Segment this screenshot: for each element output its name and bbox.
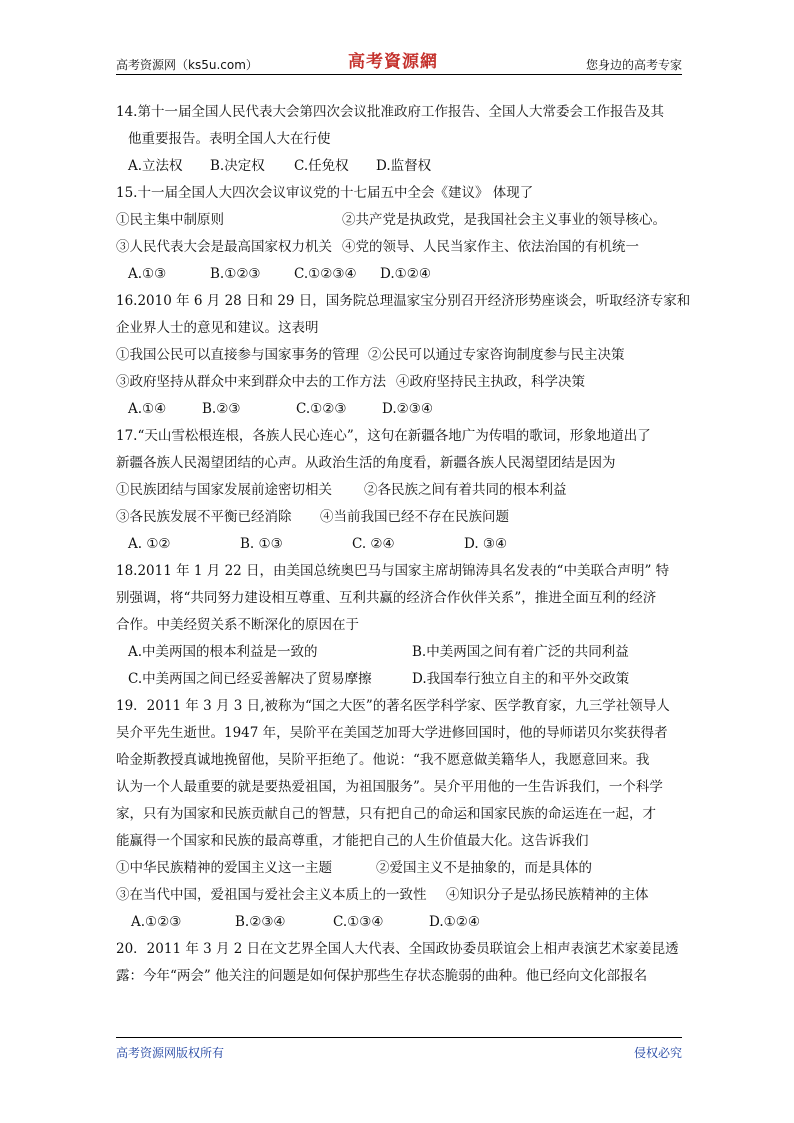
q16-statement-2: ②公民可以通过专家咨询制度参与民主决策: [368, 347, 625, 363]
q16-statement-1: ①我国公民可以直接参与国家事务的管理: [116, 347, 359, 363]
q14-option-d: D.监督权: [376, 158, 432, 174]
q19-option-c: C.①③④: [333, 914, 384, 930]
q17-option-d: D. ③④: [464, 536, 508, 552]
q19-stem-line3: 哈金斯教授真诚地挽留他，吴阶平拒绝了。他说：“我不愿意做美籍华人，我愿意回来。我: [116, 752, 650, 768]
q16-statement-4: ④政府坚持民主执政，科学决策: [396, 374, 585, 390]
q15-option-a: A.①③: [128, 266, 167, 282]
q19-statements-row1: [116, 855, 686, 882]
q18-stem-line1: 18.2011 年 1 月 22 日，由美国总统奥巴马与国家主席胡锦涛具名发表的“中美联合声明” 特: [116, 563, 670, 579]
q18-option-b: B.中美两国之间有着广泛的共同利益: [412, 644, 629, 660]
q14-option-a: A.立法权: [128, 158, 183, 174]
q16-options: [116, 396, 686, 423]
q18-option-c: C.中美两国之间已经妥善解决了贸易摩擦: [128, 671, 372, 687]
q16-statement-3: ③政府坚持从群众中来到群众中去的工作方法: [116, 374, 386, 390]
q15-statements-row1: [116, 207, 686, 234]
q16-stem-line2: 企业界人士的意见和建议。这表明: [116, 320, 319, 336]
page-footer: [116, 1037, 682, 1060]
q17-option-a: A. ①②: [128, 536, 171, 552]
q14-option-c: C.任免权: [294, 158, 349, 174]
q16-option-c: C.①②③: [296, 401, 347, 417]
q19-stem-line1: 19．2011 年 3 月 3 日,被称为“国之大医”的著名医学科学家、医学教育家，九三学社领导人: [116, 698, 670, 714]
q15-statement-2: ②共产党是执政党，是我国社会主义事业的领导核心。: [342, 212, 666, 228]
q18-options-row1: [116, 639, 686, 666]
q19-options: [116, 909, 686, 936]
q17-stem-line1: 17.“天山雪松根连根，各族人民心连心”，这句在新疆各地广为传唱的歌词，形象地道出了: [116, 428, 651, 444]
q15-option-b: B.①②③: [210, 266, 261, 282]
q18-option-a: A.中美两国的根本利益是一致的: [128, 644, 318, 660]
q15-statement-3: ③人民代表大会是最高国家权力机关: [116, 239, 332, 255]
q19-option-b: B.②③④: [235, 914, 286, 930]
q20-stem-line1: 20．2011 年 3 月 2 日在文艺界全国人大代表、全国政协委员联谊会上相声表演艺术家姜昆透: [116, 941, 679, 957]
footer-copyright: 高考资源网版权所有: [116, 1046, 225, 1060]
footer-rights-notice: 侵权必究: [633, 1046, 682, 1060]
q15-statement-4: ④党的领导、人民当家作主、依法治国的有机统一: [342, 239, 639, 255]
q20-stem-line2: 露：今年“两会” 他关注的问题是如何保护那些生存状态脆弱的曲种。他已经向文化部报名: [116, 968, 648, 984]
q19-option-d: D.①②④: [429, 914, 480, 930]
q17-statements-row1: [116, 477, 686, 504]
q17-statement-2: ②各民族之间有着共同的根本利益: [364, 482, 567, 498]
q17-options: [116, 531, 686, 558]
q15-option-c: C.①②③④: [294, 266, 357, 282]
q19-statement-1: ①中华民族精神的爱国主义这一主题: [116, 860, 332, 876]
q18-stem-line2: 别强调，将“共同努力建设相互尊重、互利共赢的经济合作伙伴关系”，推进全面互利的经济: [116, 590, 657, 606]
q14-option-b: B.决定权: [210, 158, 265, 174]
q14-stem-line2: 他重要报告。表明全国人大在行使: [128, 131, 331, 147]
q17-option-b: B. ①③: [240, 536, 283, 552]
q15-statements-row2: [116, 234, 686, 261]
q16-statements-row1: [116, 342, 686, 369]
q17-option-c: C. ②④: [352, 536, 395, 552]
q17-statement-3: ③各民族发展不平衡已经消除: [116, 509, 292, 525]
q16-stem-line1: 16.2010 年 6 月 28 日和 29 日，国务院总理温家宝分别召开经济形势座谈会，听取经济专家和: [116, 293, 691, 309]
q19-option-a: A.①②③: [131, 914, 182, 930]
page-header: [116, 50, 682, 75]
q14-options: [116, 153, 686, 180]
q17-statement-4: ④当前我国已经不存在民族问题: [320, 509, 509, 525]
q17-statement-1: ①民族团结与国家发展前途密切相关: [116, 482, 332, 498]
q17-statements-row2: [116, 504, 686, 531]
q18-option-d: D.我国奉行独立自主的和平外交政策: [412, 671, 630, 687]
q15-option-d: D.①②④: [380, 266, 431, 282]
q16-statements-row2: [116, 369, 686, 396]
q16-option-d: D.②③④: [382, 401, 433, 417]
exam-content: [116, 99, 691, 990]
q19-statement-3: ③在当代中国，爱祖国与爱社会主义本质上的一致性: [116, 887, 427, 903]
header-site-name: 高考资源网（ks5u.com）: [116, 58, 258, 72]
header-logo: 高考資源網: [348, 52, 438, 72]
q15-statement-1: ①民主集中制原则: [116, 212, 224, 228]
q19-statement-2: ②爱国主义不是抽象的，而是具体的: [376, 860, 592, 876]
q19-stem-line5: 家，只有为国家和民族贡献自己的智慧，只有把自己的命运和国家民族的命运连在一起，才: [116, 806, 656, 822]
q19-statements-row2: [116, 882, 686, 909]
q18-options-row2: [116, 666, 686, 693]
q19-statement-4: ④知识分子是弘扬民族精神的主体: [446, 887, 649, 903]
q16-option-b: B.②③: [202, 401, 241, 417]
q17-stem-line2: 新疆各族人民渴望团结的心声。从政治生活的角度看，新疆各族人民渴望团结是因为: [116, 455, 616, 471]
q19-stem-line4: 认为一个人最重要的就是要热爱祖国，为祖国服务”。吴介平用他的一生告诉我们，一个科学: [116, 779, 663, 795]
q19-stem-line6: 能赢得一个国家和民族的最高尊重，才能把自己的人生价值最大化。这告诉我们: [116, 833, 589, 849]
q16-option-a: A.①④: [128, 401, 167, 417]
q14-stem-line1: 14.第十一届全国人民代表大会第四次会议批准政府工作报告、全国人大常委会工作报告及其: [116, 104, 664, 120]
header-slogan: 您身边的高考专家: [585, 58, 682, 72]
q19-stem-line2: 吴介平先生逝世。1947 年，吴阶平在美国芝加哥大学进修回国时，他的导师诺贝尔奖获得者: [116, 725, 668, 741]
q18-stem-line3: 合作。中美经贸关系不断深化的原因在于: [116, 617, 359, 633]
q15-options: [116, 261, 686, 288]
q15-stem: 15.十一届全国人大四次会议审议党的十七届五中全会《建议》 体现了: [116, 185, 534, 201]
